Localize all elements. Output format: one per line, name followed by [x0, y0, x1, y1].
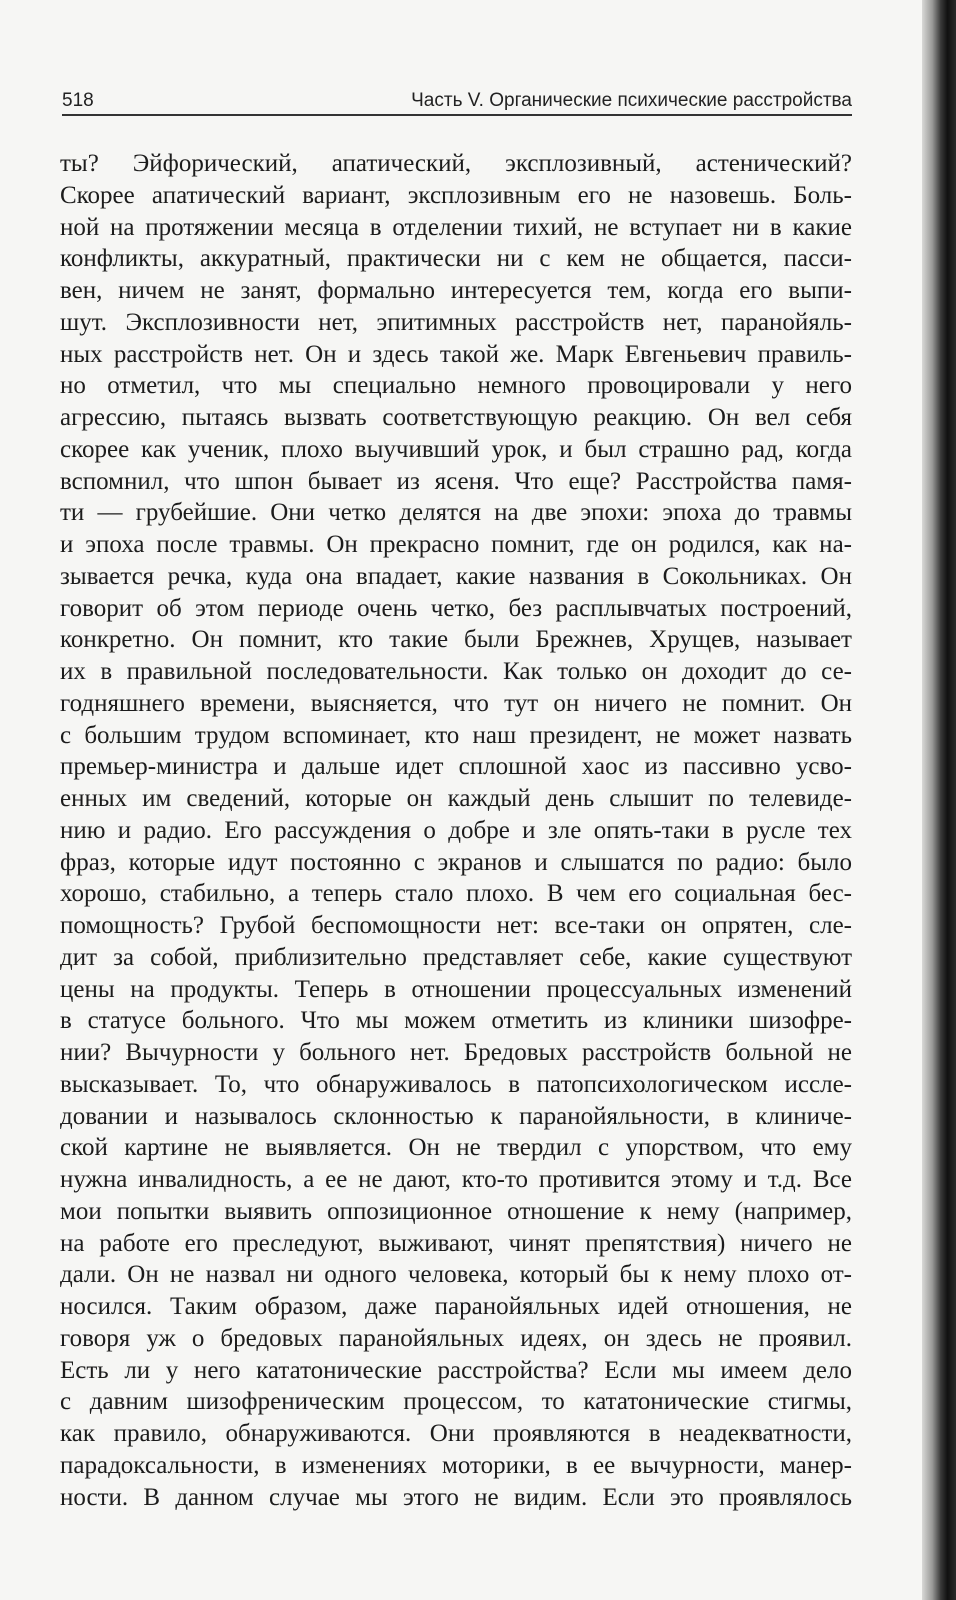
text-line: вспомнил, что шпон бывает из ясеня. Что еще? Расстройства памя- [60, 467, 852, 495]
text-line: вен, ничем не занят, формально интересуется тем, когда его выпи- [60, 277, 852, 304]
text-line: енных им сведений, которые он каждый день слышит по телевиде- [60, 785, 852, 812]
text-line: с большим трудом вспоминает, кто наш президент, не может назвать [60, 721, 852, 749]
text-line: нужна инвалидность, а ее не дают, кто-то противится этому и т.д. Все [60, 1166, 852, 1193]
text-line: Есть ли у него кататонические расстройства? Если мы имеем дело [60, 1356, 852, 1384]
text-line: парадоксальности, в изменениях моторики, в ее вычурности, манер- [60, 1451, 852, 1479]
text-line: скорее как ученик, плохо выучивший урок, и был страшно рад, когда [60, 435, 852, 463]
text-line: помощность? Грубой беспомощности нет: все-таки он опрятен, сле- [60, 912, 852, 939]
text-line: годняшнего времени, выясняется, что тут он ничего не помнит. Он [60, 689, 852, 717]
text-line: носился. Таким образом, даже паранойяльных идей отношения, не [60, 1293, 852, 1320]
text-line: фраз, которые идут постоянно с экранов и слышатся по радио: было [60, 848, 852, 876]
text-line: нии? Вычурности у больного нет. Бредовых расстройств больной не [60, 1039, 852, 1066]
text-line: зывается речка, куда она впадает, какие названия в Сокольниках. Он [60, 562, 852, 590]
text-line: ной на протяжении месяца в отделении тихий, не вступает ни в какие [60, 213, 852, 241]
text-line: дали. Он не назвал ни одного человека, который бы к нему плохо от- [60, 1261, 852, 1289]
text-line: высказывает. То, что обнаруживалось в патопсихологическом иссле- [60, 1070, 852, 1098]
text-line: на работе его преследуют, выживают, чинят препятствия) ничего не [60, 1229, 852, 1257]
text-line: агрессию, пытаясь вызвать соответствующую реакцию. Он вел себя [60, 404, 852, 431]
text-line: и эпоха после травмы. Он прекрасно помнит, где он родился, как на- [60, 531, 852, 558]
running-header [62, 86, 852, 116]
text-line: дит за собой, приблизительно представляет себе, какие существуют [60, 943, 852, 971]
text-line: но отметил, что мы специально немного провоцировали у него [60, 372, 852, 400]
text-line: хорошо, стабильно, а теперь стало плохо. В чем его социальная бес- [60, 880, 852, 908]
book-spine-shadow [922, 0, 956, 1600]
text-line: премьер-министра и дальше идет сплошной хаос из пассивно усво- [60, 753, 852, 781]
text-line: довании и называлось склонностью к паранойяльности, в клиниче- [60, 1102, 852, 1130]
text-line: мои попытки выявить оппозиционное отношение к нему (например, [60, 1197, 852, 1225]
text-line: Скорее апатический вариант, эксплозивным его не назовешь. Боль- [60, 181, 852, 209]
text-line: цены на продукты. Теперь в отношении процессуальных изменений [60, 975, 852, 1003]
text-line: конкретно. Он помнит, кто такие были Брежнев, Хрущев, называет [60, 626, 852, 654]
text-line: нию и радио. Его рассуждения о добре и зле опять-таки в русле тех [60, 816, 852, 844]
page-number: 518 [62, 90, 94, 111]
text-line: говоря уж о бредовых паранойяльных идеях, он здесь не проявил. [60, 1324, 852, 1352]
text-line: ности. В данном случае мы этого не видим. Если это проявлялось [60, 1483, 852, 1511]
text-line: с давним шизофреническим процессом, то кататонические стигмы, [60, 1388, 852, 1416]
text-line: говорит об этом периоде очень четко, без расплывчатых построений, [60, 594, 852, 622]
text-line: конфликты, аккуратный, практически ни с кем не общается, пасси- [60, 245, 852, 273]
text-line: ти — грубейшие. Они четко делятся на две эпохи: эпоха до травмы [60, 499, 852, 527]
running-title: Часть V. Органические психические расстройства [411, 90, 852, 111]
text-line: ской картине не выявляется. Он не твердил с упорством, что ему [60, 1134, 852, 1162]
text-line: в статусе больного. Что мы можем отметить из клиники шизофре- [60, 1007, 852, 1035]
text-line: ты? Эйфорический, апатический, эксплозивный, астенический? [60, 150, 852, 177]
text-line: ных расстройств нет. Он и здесь такой же. Марк Евгеньевич правиль- [60, 340, 852, 368]
body-text [60, 148, 852, 1513]
text-line: как правило, обнаруживаются. Они проявляются в неадекватности, [60, 1420, 852, 1447]
text-line: шут. Эксплозивности нет, эпитимных расстройств нет, паранойяль- [60, 308, 852, 336]
text-line: их в правильной последовательности. Как только он доходит до се- [60, 658, 852, 685]
